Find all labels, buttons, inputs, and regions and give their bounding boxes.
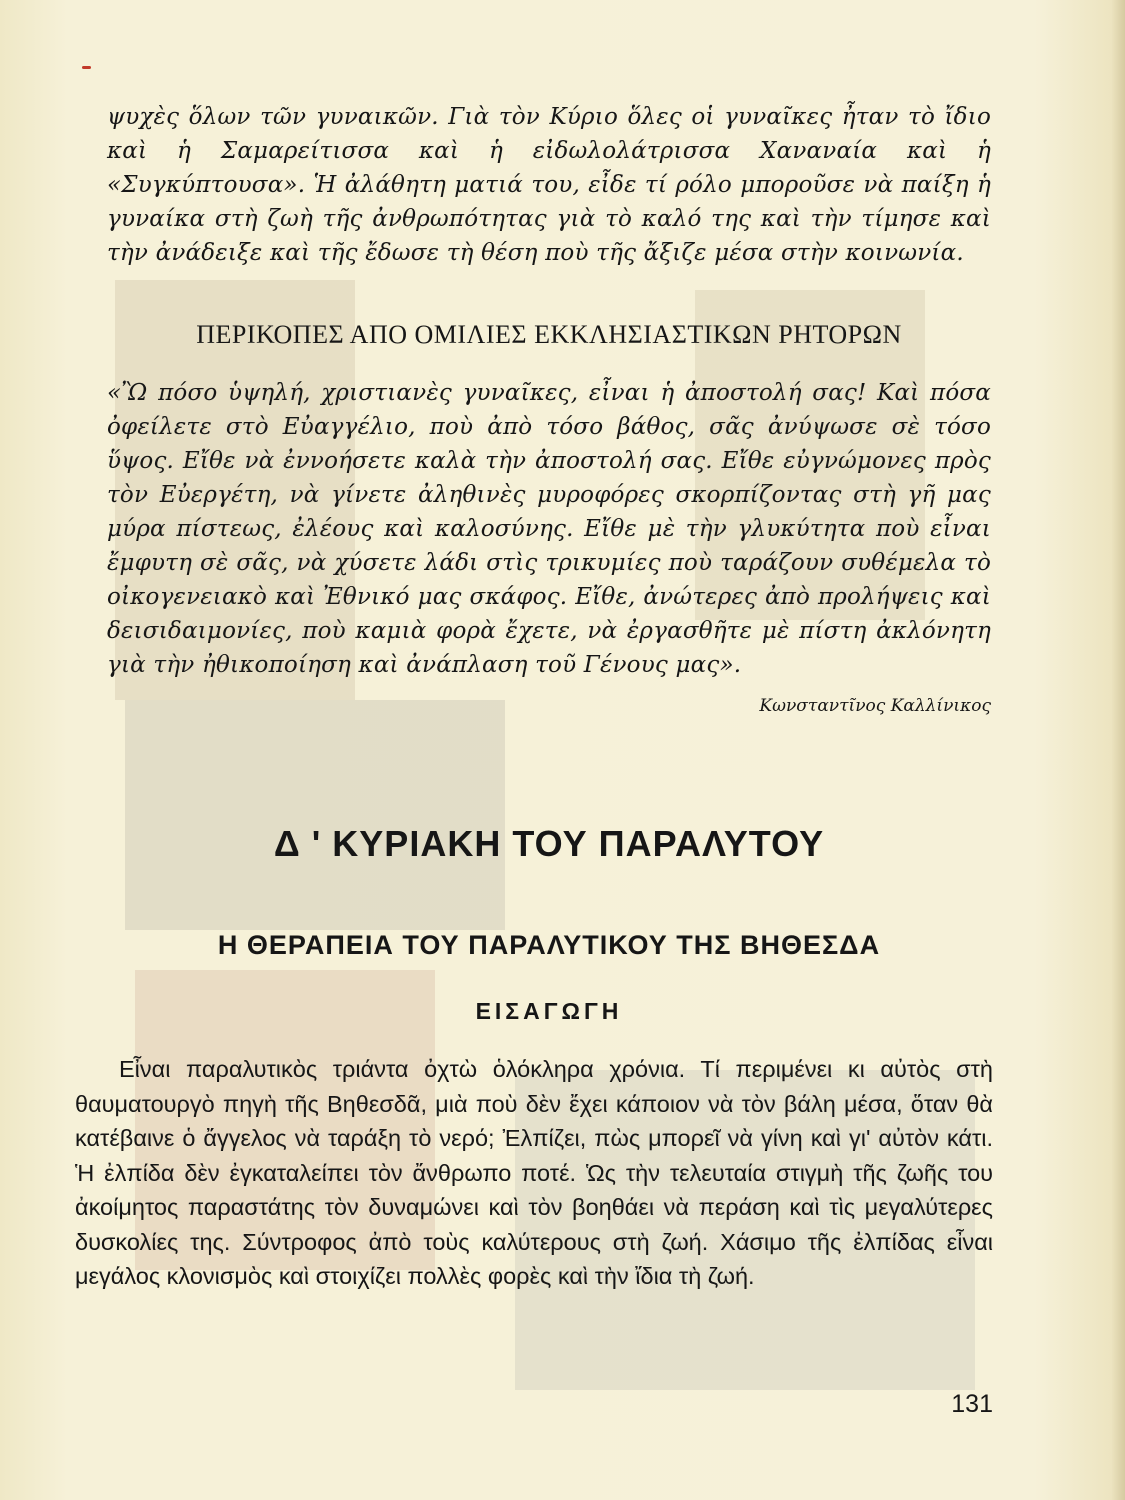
ghost-shape-middle bbox=[125, 700, 505, 930]
intro-paragraph: Εἶναι παραλυτικὸς τριάντα ὀχτὼ ὁλόκληρα χρόνια. Τί περιμένει κι αὐτὸς στὴ θαυματουργὸ πηγὴ τῆς Βηθεσδᾶ, μιὰ ποὺ δὲν ἔχει κάποιον νὰ τὸν βάλη μέσα, ὅταν θὰ κατέβαινε ὁ ἄγγελος νὰ ταράξη τὸ νερό; Ἐλπίζει, πὼς μπορεῖ νὰ γίνη καὶ γι' αὐτὸν κάτι. Ἡ ἐλπίδα δὲν ἐγκαταλείπει τὸν ἄνθρωπο ποτέ. Ὡς τὴν τελευταία στιγμὴ τῆς ζωῆς του ἀκοίμητος παραστάτης τὸν δυναμώνει καὶ τὸν βοηθάει νὰ περάση καὶ τὶς μεγαλύτερες δυσκολίες της. Σύντροφος ἀπὸ τοὺς καλύτερους στὴ ζωή. Χάσιμο τῆς ἐλπίδας εἶναι μεγάλος κλονισμὸς καὶ στοιχίζει πολλὲς φορὲς καὶ τὴν ἴδια τὴ ζωή. bbox=[75, 1056, 993, 1289]
chapter-subtitle: Η ΘΕΡΑΠΕΙΑ ΤΟΥ ΠΑΡΑΛΥΤΙΚΟΥ ΤΗΣ ΒΗΘΕΣΔΑ bbox=[217, 930, 881, 960]
page-edge-shadow bbox=[1111, 0, 1125, 1500]
quote-author: Κωνσταντῖνος Καλλίνικος bbox=[759, 696, 991, 716]
excerpt-quote: «Ὢ πόσο ὑψηλή, χριστιανὲς γυναῖκες, εἶναι ἡ ἀποστολή σας! Καὶ πόσα ὀφείλετε στὸ Εὐαγγέλιο, ποὺ ἀπὸ τόσο βάθος, σᾶς ἀνύψωσε σὲ τόσο ὕψος. Εἴθε νὰ ἐννοήσετε καλὰ τὴν ἀποστολή σας. Εἴθε εὐγνώμονες πρὸς τὸν Εὐεργέτη, νὰ γίνετε ἀληθινὲς μυροφόρες σκορπίζοντας στὴ γῆ μας μύρα πίστεως, ἐλέους καὶ καλοσύνης. Εἴθε μὲ τὴν γλυκύτητα ποὺ εἶναι ἔμφυτη σὲ σᾶς, νὰ χύσετε λάδι στὶς τρικυμίες ποὺ ταράζουν συθέμελα τὸ οἰκογενειακὸ καὶ Ἐθνικό μας σκάφος. Εἴθε, ἀνώτερες ἀπὸ προλήψεις καὶ δεισιδαιμονίες, ποὺ καμιὰ φορὰ ἔχετε, νὰ ἐργασθῆτε μὲ πίστη ἀκλόνητη γιὰ τὴν ἠθικοποίηση καὶ ἀνάπλαση τοῦ Γένους μας». bbox=[107, 380, 991, 678]
print-fleck bbox=[82, 66, 91, 69]
section-label: ΕΙΣΑΓΩΓΗ bbox=[475, 998, 623, 1024]
quote-block bbox=[107, 376, 991, 682]
top-paragraph-block bbox=[107, 100, 991, 270]
chapter-subtitle-block bbox=[107, 928, 991, 962]
chapter-title: Δ ' ΚΥΡΙΑΚΗ ΤΟΥ ΠΑΡΑΛΥΤΟΥ bbox=[273, 823, 825, 864]
section-label-block bbox=[107, 996, 991, 1026]
attribution-block bbox=[107, 696, 991, 716]
page-number: 131 bbox=[951, 1390, 993, 1418]
top-paragraph: ψυχὲς ὅλων τῶν γυναικῶν. Γιὰ τὸν Κύριο ὅλες οἱ γυναῖκες ἦταν τὸ ἴδιο καὶ ἡ Σαμαρείτισσα καὶ ἡ εἰδωλολάτρισσα Χαναναία καὶ ἡ «Συγκύπτουσα». Ἡ ἀλάθητη ματιά του, εἶδε τί ρόλο μποροῦσε νὰ παίξη ἡ γυναίκα στὴ ζωὴ τῆς ἀνθρωπότητας γιὰ τὸ καλό της καὶ τὴν τίμησε καὶ τὴν ἀνάδειξε καὶ τῆς ἔδωσε τὴ θέση ποὺ τῆς ἄξιζε μέσα στὴν κοινωνία. bbox=[107, 104, 991, 266]
chapter-title-block bbox=[107, 822, 991, 866]
excerpts-heading: ΠΕΡΙΚΟΠΕΣ ΑΠΟ ΟΜΙΛΙΕΣ ΕΚΚΛΗΣΙΑΣΤΙΚΩΝ ΡΗΤΟΡΩΝ bbox=[196, 320, 902, 349]
intro-paragraph-block bbox=[75, 1052, 993, 1294]
excerpts-heading-block bbox=[107, 318, 991, 352]
